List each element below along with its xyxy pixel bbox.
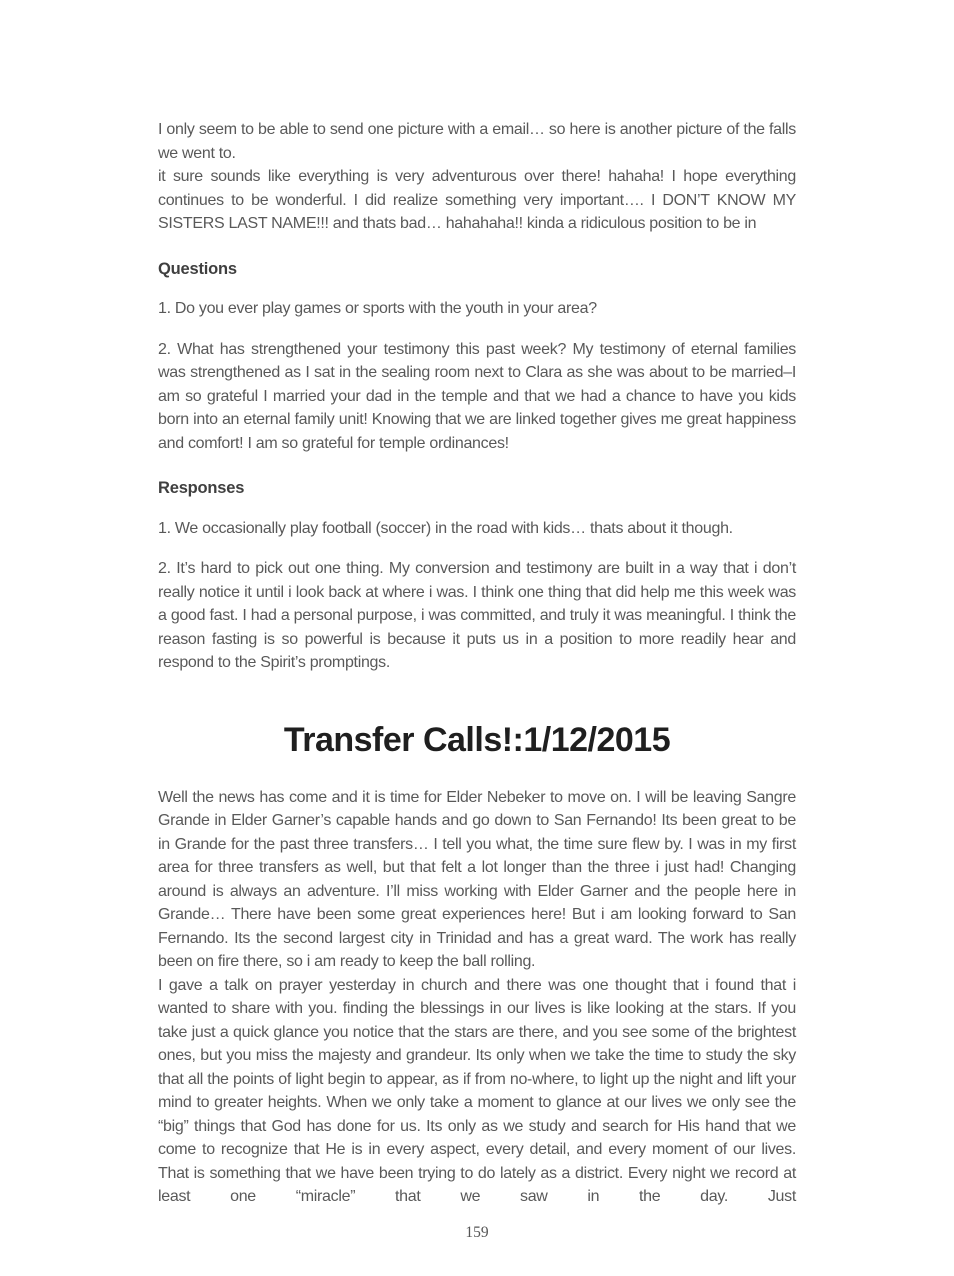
questions-heading: Questions (158, 259, 237, 278)
document-page (158, 118, 796, 1226)
question-item-1: 1. Do you ever play games or sports with the youth in your area? (158, 300, 597, 317)
entry-title: Transfer Calls!:1/12/2015 (283, 720, 671, 759)
response-item-2: 2. It’s hard to pick out one thing. My conversion and testimony are built in a way that i don’t really notice it until i look back at where i was. I think one thing that did help me this week was a good fast. I had a personal purpose, i was committed, and truly it was meaningful. I think the reason fasting is so powerful is because it puts us in a position to more readily hear and respond to the Spirit’s promptings. (158, 560, 796, 671)
transfer-paragraph-part1: Well the news has come and it is time for Elder Nebeker to move on. I will be leaving Sangre Grande in Elder Garner’s capable hands and go down to San Fernando! Its been great to be in Grande for the past three transfers… I tell you what, the time sure flew by. I was in my first area for three transfers as well, but that felt a lot longer than the three i just had! Changing around is always an adventure. I’ll miss working with Elder Garner and the people here in Grande… There have been some great experiences here! But i am looking forward to San Fernando. Its the second largest city in Trinidad and has a great ward. The work has really been on fire there, so i am ready to keep the ball rolling. (158, 788, 796, 970)
intro-paragraph (158, 118, 796, 236)
intro-paragraph-part2: it sure sounds like everything is very adventurous over there! hahaha! I hope everything continues to be wonderful. I did realize something very important…. I DON’T KNOW MY SISTERS LAST NAME!!! and thats bad… hahahaha!! kinda a ridiculous position to be in (158, 168, 796, 232)
response-item-1: 1. We occasionally play football (soccer) in the road with kids… thats about it though. (158, 519, 733, 537)
page-number: 159 (465, 1224, 489, 1241)
responses-heading: Responses (158, 479, 245, 497)
intro-paragraph-part1: I only seem to be able to send one picture with a email… so here is another picture of the falls we went to. (158, 121, 796, 162)
question-item-2: 2. What has strengthened your testimony this past week? My testimony of eternal families was strengthened as I sat in the sealing room next to Clara as she was about to be married–I am so grateful I married your dad in the temple and that we had a chance to have you kids born into an eternal family unit! Knowing that we are linked together gives me great happiness and comfort! I am so grateful for temple ordinances! (158, 340, 796, 452)
transfer-paragraph-part2: I gave a talk on prayer yesterday in church and there was one thought that i found that i wanted to share with you. finding the blessings in our lives is like looking at the stars. If you take just a quick glance you notice that the stars are there, and you see some of the brightest ones, but you miss the majesty and grandeur. Its only when we take the time to study the sky that all the points of light begin to appear, as if from no-where, to light up the night and lift your mind to greater heights. When we only take a moment to glance at our lives we only see the “big” things that God has done for us. Its only as we study and search for His hand that we come to recognize that He is in every aspect, every detail, and every moment of our lives. That is something that we have been trying to do lately as a district. Every night we record at least one “miracle” that we saw in the day. Just (158, 976, 796, 1205)
